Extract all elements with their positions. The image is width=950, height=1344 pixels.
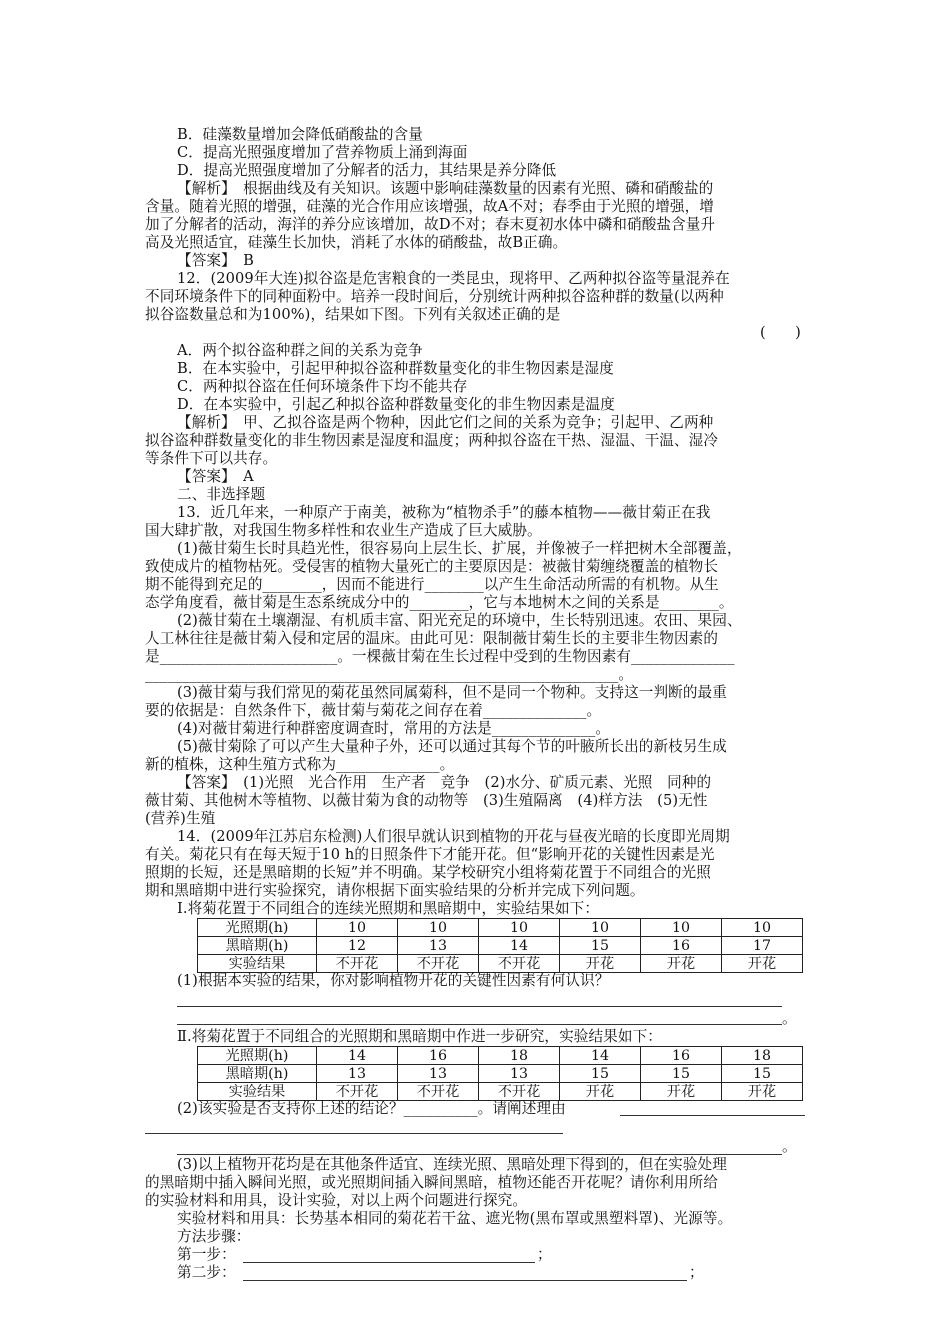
semicolon: ； <box>689 1264 704 1281</box>
table-row <box>198 1065 803 1083</box>
step-2-label: 第二步： <box>177 1264 236 1281</box>
table-cell: 15 <box>641 1065 722 1083</box>
part-2-heading: Ⅱ.将菊花置于不同组合的光照期和黑暗期中作进一步研究，实验结果如下： <box>177 1028 662 1045</box>
answer-line: 【答案】 (1)光照 光合作用 生产者 竞争 (2)水分、矿质元素、光照 同种的 <box>177 774 712 791</box>
option-d: D．在本实验中，引起乙种拟谷盗种群数量变化的非生物因素是温度 <box>177 396 615 413</box>
table-cell: 18 <box>722 1047 803 1065</box>
table-cell: 10 <box>398 919 479 937</box>
table-cell: 13 <box>479 1065 560 1083</box>
table-cell: 不开花 <box>317 1083 398 1101</box>
question-12-line: 不同环境条件下的同种面粉中。培养一段时间后，分别统计两种拟谷盗种群的数量(以两种 <box>145 288 724 305</box>
part-1-heading: Ⅰ.将菊花置于不同组合的连续光照期和黑暗期中，实验结果如下： <box>177 900 600 917</box>
question-13-line: (3)薇甘菊与我们常见的菊花虽然同属菊科，但不是同一个物种。支持这一判断的最重 <box>177 684 727 701</box>
table-cell: 开花 <box>560 1083 641 1101</box>
option-c: C．两种拟谷盗在任何环境条件下均不能共存 <box>177 378 468 395</box>
table-cell: 14 <box>317 1047 398 1065</box>
question-13-line: 人工林往往是薇甘菊入侵和定居的温床。由此可见：限制薇甘菊生长的主要非生物因素的 <box>145 630 719 647</box>
table-cell: 10 <box>560 919 641 937</box>
table-cell: 15 <box>560 937 641 955</box>
table-cell: 黑暗期(h) <box>198 1065 317 1083</box>
analysis-line: 加了分解者的活动，海洋的养分应该增加，故D不对；春末夏初水体中磷和硝酸盐含量升 <box>145 216 716 233</box>
section-heading: 二、非选择题 <box>177 486 266 503</box>
table-cell: 16 <box>641 937 722 955</box>
question-13-line: 国大肆扩散，对我国生物多样性和农业生产造成了巨大威胁。 <box>145 522 542 539</box>
option-b: B．硅藻数量增加会降低硝酸盐的含量 <box>177 126 423 143</box>
table-cell: 10 <box>722 919 803 937</box>
answer-line: 薇甘菊、其他树木等植物、以薇甘菊为食的动物等 (3)生殖隔离 (4)样方法 (5)无性 <box>145 792 708 809</box>
question-13-line: (1)薇甘菊生长时具趋光性，很容易向上层生长、扩展，并像被子一样把树木全部覆盖， <box>177 540 742 557</box>
table-cell: 17 <box>722 937 803 955</box>
table-cell: 不开花 <box>479 955 560 973</box>
table-cell: 不开花 <box>398 955 479 973</box>
table-cell: 16 <box>398 1047 479 1065</box>
table-cell: 13 <box>398 937 479 955</box>
question-13-line: (4)对薇甘菊进行种群密度调查时，常用的方法是______________。 <box>177 720 611 737</box>
answer-blank-line <box>620 1115 805 1116</box>
period-mark: 。 <box>782 1010 797 1027</box>
table-cell: 不开花 <box>398 1083 479 1101</box>
analysis-line: 高及光照适宜，硅藻生长加快，消耗了水体的硝酸盐，故B正确。 <box>145 234 568 251</box>
analysis-line: 含量。随着光照的增强，硅藻的光合作用应该增强，故A不对；春季由于光照的增强，增 <box>145 198 715 215</box>
answer-line: 【答案】 B <box>177 252 254 269</box>
answer-blank-line <box>145 1133 563 1134</box>
option-b: B．在本实验中，引起甲种拟谷盗种群数量变化的非生物因素是湿度 <box>177 360 614 377</box>
period-mark: 。 <box>782 1138 797 1155</box>
table-cell: 开花 <box>722 955 803 973</box>
question-12-line: 拟谷盗数量总和为100%)，结果如下图。下列有关叙述正确的是 <box>145 306 561 323</box>
table-cell: 10 <box>479 919 560 937</box>
question-14: 14．(2009年江苏启东检测)人们很早就认识到植物的开花与昼夜光暗的长度即光周期 <box>177 828 730 845</box>
table-cell: 13 <box>398 1065 479 1083</box>
table-cell: 16 <box>641 1047 722 1065</box>
table-cell: 实验结果 <box>198 1083 317 1101</box>
table-cell: 15 <box>722 1065 803 1083</box>
table-cell: 不开花 <box>317 955 398 973</box>
question-13-line: (5)薇甘菊除了可以产生大量种子外，还可以通过其每个节的叶腋所长出的新枝另生成 <box>177 738 727 755</box>
question-13-line: 致使成片的植物枯死。受侵害的植物大量死亡的主要原因是：被薇甘菊缠绕覆盖的植物长 <box>145 558 719 575</box>
table-cell: 18 <box>479 1047 560 1065</box>
table-cell: 不开花 <box>479 1083 560 1101</box>
option-c: C．提高光照强度增加了营养物质上涌到海面 <box>177 144 468 161</box>
question-14-line: 有关。菊花只有在每天短于10 h的日照条件下才能开花。但“影响开花的关键性因素是光 <box>145 846 715 863</box>
table-row <box>198 937 803 955</box>
step-1-label: 第一步： <box>177 1246 236 1263</box>
table-cell: 黑暗期(h) <box>198 937 317 955</box>
sub-question-3: (3)以上植物开花均是在其他条件适宜、连续光照、黑暗处理下得到的，但在实验处理 <box>177 1156 727 1173</box>
answer-blank-line <box>177 1024 782 1025</box>
question-13-line: 新的植株，这种生殖方式称为______________。 <box>145 756 455 773</box>
table-cell: 实验结果 <box>198 955 317 973</box>
question-13-line: 是________________________。一棵薇甘菊在生长过程中受到的生物因素有______________ <box>145 648 735 665</box>
table-cell: 开花 <box>641 955 722 973</box>
analysis-line: 【解析】 根据曲线及有关知识。该题中影响硅藻数量的因素有光照、磷和硝酸盐的 <box>177 180 714 197</box>
option-a: A．两个拟谷盗种群之间的关系为竞争 <box>177 342 423 359</box>
analysis-line: 拟谷盗种群数量变化的非生物因素是湿度和温度；两种拟谷盗在干热、湿温、干温、湿冷 <box>145 432 719 449</box>
sub-question-3-line: 的实验材料和用具，设计实验，对以上两个问题进行探究。 <box>145 1192 528 1209</box>
table-cell: 开花 <box>560 955 641 973</box>
answer-bracket: ( ) <box>760 324 801 341</box>
sub-question-3-line: 的黑暗期中插入瞬间光照，或光照期间插入瞬间黑暗，植物还能否开花呢？请你利用所给 <box>145 1174 719 1191</box>
table-cell: 光照期(h) <box>198 919 317 937</box>
analysis-line: 【解析】 甲、乙拟谷盗是两个物种，因此它们之间的关系为竞争；引起甲、乙两种 <box>177 414 714 431</box>
sub-question-1: (1)根据本实验的结果，你对影响植物开花的关键性因素有何认识？ <box>177 972 610 989</box>
table-row <box>198 1047 803 1065</box>
table-cell: 13 <box>317 1065 398 1083</box>
table-row <box>198 919 803 937</box>
question-13-line: (2)薇甘菊在土壤潮湿、有机质丰富、阳光充足的环境中，生长特别迅速。农田、果园、 <box>177 612 742 629</box>
table-cell: 10 <box>641 919 722 937</box>
question-13-line: 要的依据是：自然条件下，薇甘菊与菊花之间存在着______________。 <box>145 702 602 719</box>
table-cell: 14 <box>479 937 560 955</box>
blank-line: ________________________________________________________________。 <box>145 666 634 683</box>
answer-line: 【答案】 A <box>177 468 254 485</box>
question-12: 12．(2009年大连)拟谷盗是危害粮食的一类昆虫，现将甲、乙两种拟谷盗等量混养在 <box>177 270 730 287</box>
table-row <box>198 955 803 973</box>
results-table-2 <box>197 1046 803 1101</box>
option-d: D．提高光照强度增加了分解者的活力，其结果是养分降低 <box>177 162 557 179</box>
table-cell: 15 <box>560 1065 641 1083</box>
table-row <box>198 1083 803 1101</box>
table-cell: 光照期(h) <box>198 1047 317 1065</box>
question-13: 13．近几年来，一种原产于南美，被称为“植物杀手”的藤本植物——薇甘菊正在我 <box>177 504 711 521</box>
materials-line: 实验材料和用具：长势基本相同的菊花若干盆、遮光物(黑布罩或黑塑料罩)、光源等。 <box>177 1210 733 1227</box>
table-cell: 开花 <box>641 1083 722 1101</box>
question-14-line: 期和黑暗期中进行实验探究，请你根据下面实验结果的分析并完成下列问题。 <box>145 882 645 899</box>
answer-blank-line <box>243 1262 535 1263</box>
table-cell: 14 <box>560 1047 641 1065</box>
answer-blank-line <box>177 1154 782 1155</box>
table-cell: 10 <box>317 919 398 937</box>
table-cell: 12 <box>317 937 398 955</box>
results-table-1 <box>197 918 803 973</box>
table-cell: 开花 <box>722 1083 803 1101</box>
question-13-line: 期不能得到充足的________，因而不能进行________以产生生命活动所需的有机物。从生 <box>145 576 719 593</box>
question-14-line: 照期的长短，还是黑暗期的长短”并不明确。某学校研究小组将菊花置于不同组合的光照 <box>145 864 711 881</box>
question-13-line: 态学角度看，薇甘菊是生态系统成分中的________，它与本地树木之间的关系是________。 <box>145 594 734 611</box>
answer-line: (营养)生殖 <box>145 810 216 827</box>
analysis-line: 等条件下可以共存。 <box>145 450 278 467</box>
method-heading: 方法步骤： <box>177 1228 251 1245</box>
answer-blank-line <box>243 1280 687 1281</box>
sub-question-2: (2)该实验是否支持你上述的结论？__________。请阐述理由 <box>177 1100 566 1117</box>
semicolon: ； <box>537 1246 552 1263</box>
answer-blank-line <box>177 1006 782 1007</box>
